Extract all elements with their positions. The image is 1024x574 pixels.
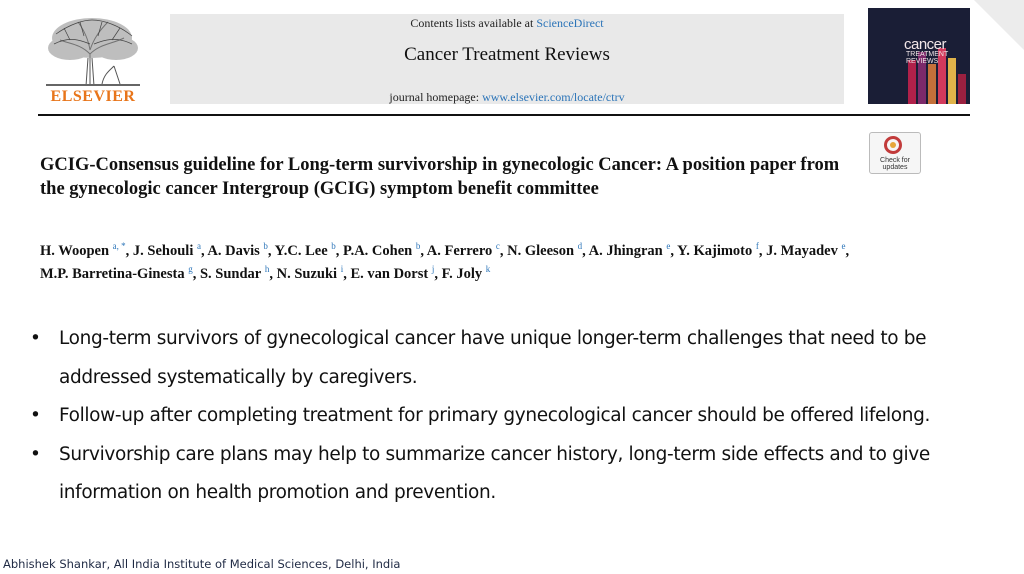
cover-title: cancer	[904, 36, 947, 53]
author-name[interactable]: A. Davis	[207, 242, 260, 259]
author-affiliation[interactable]: b	[331, 241, 336, 251]
author-affiliation[interactable]: c	[495, 241, 500, 251]
author-name[interactable]: J. Mayadev	[766, 242, 838, 259]
author-affiliation[interactable]: a	[196, 241, 201, 251]
author-affiliation[interactable]: e	[841, 241, 846, 251]
author-affiliation[interactable]: g	[188, 264, 193, 275]
cover-subtitle: TREATMENT REVIEWS	[906, 51, 949, 65]
author	[343, 243, 420, 259]
author	[677, 243, 759, 259]
author	[442, 266, 491, 282]
author-name[interactable]: N. Gleeson	[507, 242, 575, 259]
elsevier-wordmark: ELSEVIER	[50, 88, 136, 105]
author-name[interactable]: N. Suzuki	[276, 266, 338, 283]
elsevier-logo	[38, 14, 148, 106]
homepage-label: journal homepage:	[389, 90, 483, 104]
author-affiliation[interactable]: i	[340, 264, 344, 275]
bullet-dot-icon: •	[30, 328, 41, 349]
author-name[interactable]: P.A. Cohen	[343, 242, 413, 259]
author-name[interactable]: F. Joly	[441, 266, 483, 283]
author-affiliation[interactable]: h	[264, 264, 270, 275]
author	[40, 266, 193, 282]
elsevier-tree-icon	[40, 14, 146, 88]
header-divider	[38, 114, 970, 116]
author-name[interactable]: E. van Dorst	[350, 266, 429, 283]
bullet-item	[30, 320, 1005, 397]
check-updates-label: Check for updates	[880, 157, 910, 171]
bullet-text: Long-term survivors of gynecological cancer have unique longer-term challenges that need to be addressed systematically by caregivers.	[59, 328, 927, 388]
check-for-updates-badge[interactable]	[869, 132, 921, 174]
author	[207, 243, 268, 259]
author-affiliation[interactable]: e	[666, 241, 671, 251]
author-affiliation[interactable]: k	[485, 264, 491, 275]
author-affiliation[interactable]: j	[431, 264, 435, 275]
author	[766, 243, 845, 259]
bullet-dot-icon: •	[30, 443, 41, 465]
author	[277, 266, 344, 282]
sciencedirect-link[interactable]: ScienceDirect	[536, 16, 604, 30]
slide-corner-decoration	[974, 0, 1024, 50]
author	[200, 266, 269, 282]
author-affiliation[interactable]: b	[263, 241, 268, 251]
author	[507, 243, 582, 259]
article-title: GCIG-Consensus guideline for Long-term survivorship in gynecologic Cancer: A position paper from the gynecologic cancer Intergroup (GCIG) symptom benefit committee	[40, 155, 840, 199]
bullet-item	[30, 397, 1005, 436]
homepage-link[interactable]: www.elsevier.com/locate/ctrv	[482, 90, 625, 104]
journal-cover-image	[868, 8, 970, 104]
footer-credit: Abhishek Shankar, All India Institute of Medical Sciences, Delhi, India	[3, 557, 401, 571]
author-affiliation[interactable]: d	[577, 241, 583, 251]
author	[427, 243, 500, 259]
author-name[interactable]: A. Ferrero	[426, 242, 493, 259]
author	[275, 243, 336, 259]
journal-banner	[170, 14, 844, 104]
author-affiliation[interactable]: b	[415, 241, 421, 251]
bullet-text: Follow-up after completing treatment for primary gynecological cancer should be offered lifelong.	[59, 405, 931, 426]
author-affiliation[interactable]: f	[755, 241, 759, 251]
key-points-list	[30, 320, 1005, 513]
author-name[interactable]: J. Sehouli	[132, 242, 194, 259]
author-name[interactable]: S. Sundar	[199, 266, 262, 283]
author-name[interactable]: H. Woopen	[40, 242, 110, 259]
author	[350, 266, 434, 282]
bullet-dot-icon: •	[30, 405, 41, 426]
check-updates-icon	[884, 136, 902, 154]
contents-line-text: Contents lists available at	[410, 16, 537, 30]
journal-name: Cancer Treatment Reviews	[404, 44, 610, 65]
author-affiliation[interactable]: a, *	[112, 241, 126, 251]
author-name[interactable]: Y.C. Lee	[274, 242, 328, 259]
contents-line	[170, 16, 844, 31]
author-list: H. Woopen $^{a, *}$, J. Sehouli $^a$, A. Davis $^b$, Y.C. Lee $^b$, P.A. Cohen $^b$, A. Ferrero $^c$, N. Gleeson $^d$, A. Jhingran $^e$, Y. Kajimoto $^f$, J. Mayadev $^e$, M.P. Barretina-Ginesta $^g$, S. Sundar $^h$, N. Suzuki $^i$, E. van Dorst $^j$, F. Joly $^k$	[40, 241, 850, 283]
author	[133, 243, 201, 259]
bullet-text: Survivorship care plans may help to summarize cancer history, long-term side effects and to give information on health promotion and prevention.	[59, 443, 930, 503]
author	[40, 243, 126, 259]
author-name[interactable]: M.P. Barretina-Ginesta	[40, 266, 185, 283]
bullet-item	[30, 436, 1005, 513]
author-name[interactable]: Y. Kajimoto	[677, 242, 753, 259]
author-name[interactable]: A. Jhingran	[588, 242, 663, 259]
author	[589, 243, 671, 259]
homepage-line	[170, 90, 844, 105]
